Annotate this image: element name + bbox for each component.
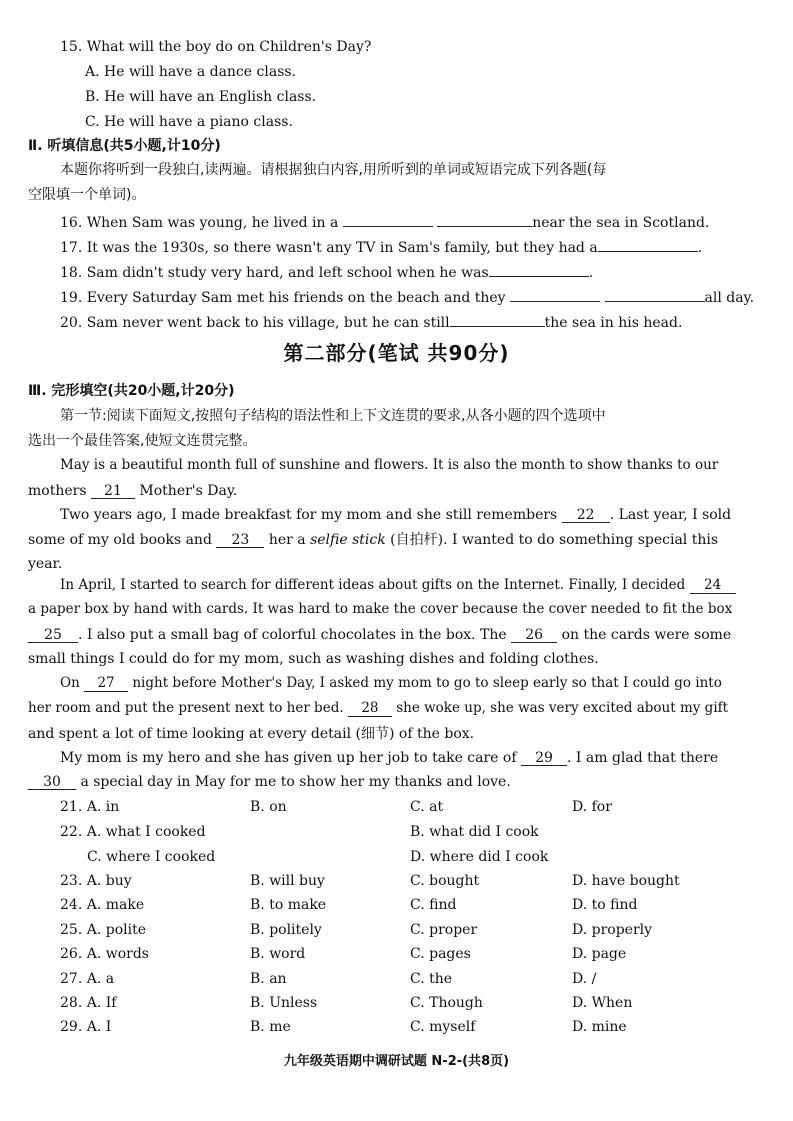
blank-21[interactable]: 21	[91, 484, 135, 499]
option-27-a[interactable]: 27. A. a	[60, 971, 115, 987]
option-26-b[interactable]: B. word	[250, 946, 306, 962]
q15-option-c: C. He will have a piano class.	[85, 114, 293, 130]
passage-text: . Last year, I sold	[609, 507, 732, 523]
option-26-c[interactable]: C. pages	[410, 946, 471, 962]
q17-text-a: 17. It was the 1930s, so there wasn't any TV in Sam's family, but they had a	[60, 240, 598, 256]
option-25-d[interactable]: D. properly	[572, 922, 653, 938]
q16-blank-1[interactable]	[343, 213, 433, 227]
passage-text: (自拍杆). I wanted to do something special this	[390, 532, 719, 548]
passage-text: she woke up, she was very excited about my gift	[396, 700, 729, 716]
option-22-b[interactable]: B. what did I cook	[410, 824, 539, 840]
option-27-d[interactable]: D. /	[572, 971, 597, 987]
passage-p3-line-1	[60, 579, 736, 594]
section-2-instruction-2: 空限填一个单词)。	[28, 187, 146, 203]
blank-25[interactable]: 25	[28, 628, 78, 643]
page-footer: 九年级英语期中调研试题 N-2-(共8页)	[283, 1054, 510, 1069]
passage-p4-line-1	[60, 677, 722, 692]
blank-26[interactable]: 26	[511, 628, 557, 643]
passage-text: . I also put a small bag of colorful chocolates in the box. The	[78, 627, 507, 643]
section-3-instruction-2: 选出一个最佳答案,使短文连贯完整。	[28, 433, 257, 449]
q20-text-a: 20. Sam never went back to his village, but he can still	[60, 315, 450, 331]
option-24-a[interactable]: 24. A. make	[60, 897, 145, 913]
q16-text-a: 16. When Sam was young, he lived in a	[60, 215, 339, 231]
question-16	[60, 213, 709, 230]
option-25-b[interactable]: B. politely	[250, 922, 322, 938]
passage-p3-line-4: small things I could do for my mom, such as washing dishes and folding clothes.	[28, 651, 599, 667]
passage-text: On	[60, 675, 80, 691]
blank-23[interactable]: 23	[216, 533, 264, 548]
question-15: 15. What will the boy do on Children's Day?	[60, 39, 372, 55]
blank-29[interactable]: 29	[521, 751, 567, 766]
passage-p5-line-1	[60, 751, 718, 766]
option-28-c[interactable]: C. Though	[410, 995, 483, 1011]
option-23-c[interactable]: C. bought	[410, 873, 480, 889]
option-29-a[interactable]: 29. A. I	[60, 1019, 112, 1035]
option-24-d[interactable]: D. to find	[572, 897, 638, 913]
option-23-b[interactable]: B. will buy	[250, 873, 325, 889]
passage-text: her a	[268, 532, 306, 548]
option-21-b[interactable]: B. on	[250, 799, 287, 815]
q15-option-a: A. He will have a dance class.	[85, 64, 297, 80]
q17-blank[interactable]	[598, 238, 698, 252]
option-29-c[interactable]: C. myself	[410, 1019, 476, 1035]
option-21-c[interactable]: C. at	[410, 799, 444, 815]
question-18	[60, 263, 593, 280]
passage-p3-line-2: a paper box by hand with cards. It was hard to make the cover because the cover needed to fit the box	[28, 601, 733, 617]
q18-blank[interactable]	[489, 263, 589, 277]
q16-text-b: near the sea in Scotland.	[532, 215, 710, 231]
passage-text: In April, I started to search for different ideas about gifts on the Internet. Finally, I decided	[60, 577, 686, 593]
option-29-b[interactable]: B. me	[250, 1019, 291, 1035]
passage-text: Two years ago, I made breakfast for my mom and she still remembers	[60, 507, 558, 523]
option-25-c[interactable]: C. proper	[410, 922, 478, 938]
option-22-c[interactable]: C. where I cooked	[87, 849, 216, 865]
q18-text-b: .	[588, 265, 594, 281]
q20-text-b: the sea in his head.	[544, 315, 683, 331]
passage-p3-line-3	[28, 628, 731, 643]
option-26-d[interactable]: D. page	[572, 946, 627, 962]
section-3-heading: Ⅲ. 完形填空(共20小题,计20分)	[28, 383, 235, 399]
passage-text: My mom is my hero and she has given up her job to take care of	[60, 750, 517, 766]
passage-text: Mother's Day.	[139, 483, 238, 499]
option-22-d[interactable]: D. where did I cook	[410, 849, 549, 865]
passage-italic-term: selfie stick	[310, 532, 386, 548]
passage-text: some of my old books and	[28, 532, 212, 548]
part-2-title: 第二部分(笔试 共90分)	[283, 341, 510, 365]
passage-text: on the cards were some	[561, 627, 732, 643]
option-28-d[interactable]: D. When	[572, 995, 633, 1011]
option-23-a[interactable]: 23. A. buy	[60, 873, 132, 889]
passage-text: her room and put the present next to her bed.	[28, 700, 344, 716]
passage-text: . I am glad that there	[566, 750, 719, 766]
blank-22[interactable]: 22	[562, 508, 610, 523]
option-27-c[interactable]: C. the	[410, 971, 453, 987]
option-28-b[interactable]: B. Unless	[250, 995, 318, 1011]
passage-text: mothers	[28, 483, 87, 499]
option-24-c[interactable]: C. find	[410, 897, 457, 913]
passage-text: a special day in May for me to show her my thanks and love.	[80, 774, 511, 790]
q19-text-a: 19. Every Saturday Sam met his friends on the beach and they	[60, 290, 506, 306]
option-21-a[interactable]: 21. A. in	[60, 799, 120, 815]
q20-blank[interactable]	[450, 313, 545, 327]
q19-blank-2[interactable]	[605, 288, 705, 302]
option-26-a[interactable]: 26. A. words	[60, 946, 149, 962]
passage-p2-line-3: year.	[28, 556, 63, 572]
option-22-a[interactable]: 22. A. what I cooked	[60, 824, 206, 840]
q16-blank-2[interactable]	[437, 213, 532, 227]
passage-p2-line-1	[60, 508, 731, 523]
passage-text: night before Mother's Day, I asked my mom to go to sleep early so that I could go into	[132, 675, 722, 691]
question-20	[60, 313, 682, 330]
question-19	[60, 288, 754, 305]
option-27-b[interactable]: B. an	[250, 971, 287, 987]
option-23-d[interactable]: D. have bought	[572, 873, 680, 889]
passage-p5-line-2	[28, 775, 511, 790]
q15-option-b: B. He will have an English class.	[85, 89, 317, 105]
passage-p2-line-2	[28, 533, 718, 548]
passage-p1-line-1: May is a beautiful month full of sunshine and flowers. It is also the month to show thanks to our	[60, 457, 719, 473]
blank-24[interactable]: 24	[690, 579, 736, 594]
option-21-d[interactable]: D. for	[572, 799, 612, 815]
blank-30[interactable]: 30	[28, 775, 76, 790]
blank-27[interactable]: 27	[84, 677, 128, 692]
section-2-instruction-1: 本题你将听到一段独白,读两遍。请根据独白内容,用所听到的单词或短语完成下列各题(每	[60, 162, 607, 178]
option-24-b[interactable]: B. to make	[250, 897, 327, 913]
section-3-instruction-1: 第一节:阅读下面短文,按照句子结构的语法性和上下文连贯的要求,从各小题的四个选项中	[60, 408, 606, 424]
section-2-heading: Ⅱ. 听填信息(共5小题,计10分)	[28, 138, 221, 154]
option-28-a[interactable]: 28. A. If	[60, 995, 117, 1011]
passage-p4-line-3: and spent a lot of time looking at every detail (细节) of the box.	[28, 726, 475, 742]
passage-p1-line-2	[28, 484, 237, 499]
q19-text-b: all day.	[704, 290, 755, 306]
q19-blank-1[interactable]	[510, 288, 600, 302]
q17-text-b: .	[697, 240, 703, 256]
blank-28[interactable]: 28	[348, 702, 392, 717]
option-29-d[interactable]: D. mine	[572, 1019, 627, 1035]
q18-text-a: 18. Sam didn't study very hard, and left school when he was	[60, 265, 489, 281]
option-25-a[interactable]: 25. A. polite	[60, 922, 146, 938]
passage-p4-line-2	[28, 702, 728, 717]
question-17	[60, 238, 702, 255]
